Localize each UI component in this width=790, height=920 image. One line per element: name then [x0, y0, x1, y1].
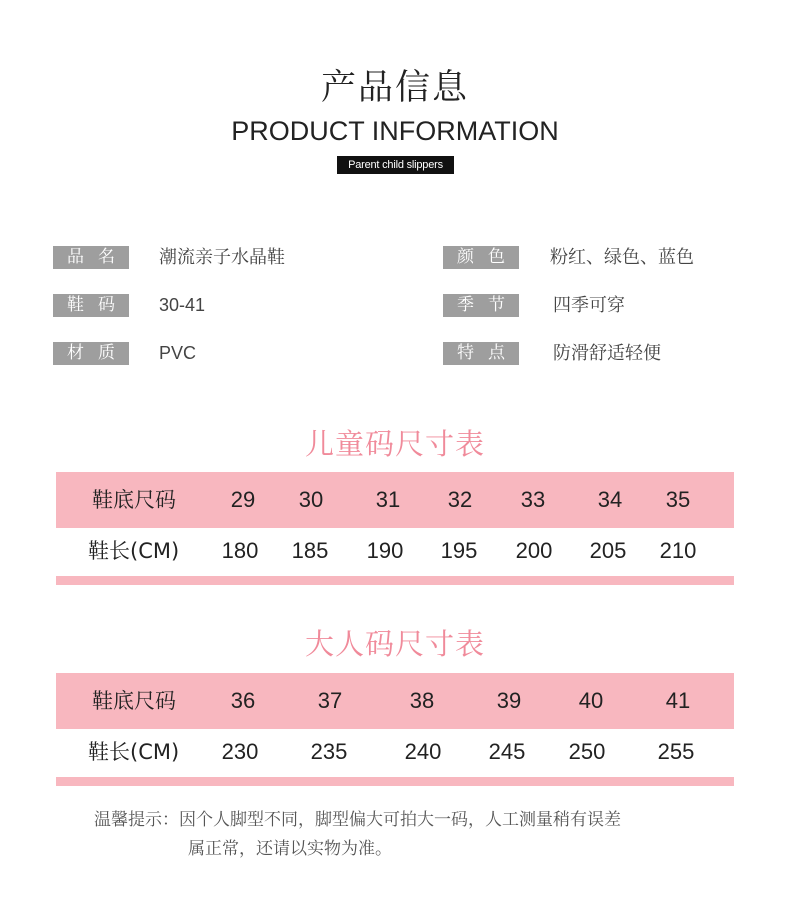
spec-label-feature: 特点: [443, 342, 519, 365]
note-line-1: 温馨提示：因个人脚型不同，脚型偏大可拍大一码，人工测量稍有误差: [94, 810, 621, 830]
kids-length-cell: 205: [589, 538, 627, 563]
note-line-2: 属正常，还请以实物为准。: [188, 839, 392, 859]
kids-table-bottom-bar: [56, 576, 734, 585]
product-tag: Parent child slippers: [337, 156, 454, 174]
spec-label-size: 鞋码: [53, 294, 129, 317]
adult-table-title: 大人码尺寸表: [304, 627, 485, 661]
kids-size-row-label: 鞋底尺码: [92, 488, 176, 512]
adult-length-cell: 250: [568, 739, 606, 764]
spec-label-material: 材质: [53, 342, 129, 365]
adult-size-cell: 41: [665, 688, 691, 713]
kids-length-cell: 190: [366, 538, 404, 563]
kids-size-cell: 35: [665, 487, 691, 512]
spec-label-name: 品名: [53, 246, 129, 269]
kids-size-cell: 30: [298, 487, 324, 512]
kids-size-cell: 34: [597, 487, 623, 512]
adult-length-cell: 235: [310, 739, 348, 764]
adult-size-row-label: 鞋底尺码: [92, 689, 176, 713]
spec-value-size: 30-41: [159, 295, 206, 315]
kids-length-cell: 200: [515, 538, 553, 563]
kids-size-cell: 32: [447, 487, 473, 512]
spec-label-color: 颜色: [443, 246, 519, 269]
kids-size-cell: 31: [375, 487, 401, 512]
spec-value-color: 粉红、绿色、蓝色: [550, 247, 694, 268]
adult-size-cell: 37: [317, 688, 343, 713]
kids-length-cell: 210: [659, 538, 697, 563]
adult-length-cell: 240: [404, 739, 442, 764]
spec-value-season: 四季可穿: [553, 295, 625, 316]
adult-size-cell: 40: [578, 688, 604, 713]
spec-value-feature: 防滑舒适轻便: [553, 343, 661, 364]
adult-length-cell: 245: [488, 739, 526, 764]
kids-size-cell: 29: [230, 487, 256, 512]
kids-length-row-label: 鞋长(CM): [88, 539, 180, 563]
kids-length-cell: 180: [221, 538, 259, 563]
adult-length-row-label: 鞋长(CM): [88, 740, 180, 764]
kids-size-cell: 33: [520, 487, 546, 512]
adult-length-cell: 230: [221, 739, 259, 764]
spec-label-season: 季节: [443, 294, 519, 317]
adult-length-cell: 255: [657, 739, 695, 764]
kids-length-cell: 185: [291, 538, 329, 563]
kids-table-title: 儿童码尺寸表: [304, 427, 485, 461]
spec-value-material: PVC: [159, 343, 197, 363]
adult-size-cell: 36: [230, 688, 256, 713]
page-title: 产品信息: [320, 68, 469, 108]
adult-size-cell: 39: [496, 688, 522, 713]
kids-length-cell: 195: [440, 538, 478, 563]
spec-value-name: 潮流亲子水晶鞋: [159, 247, 285, 268]
adult-size-cell: 38: [409, 688, 435, 713]
page-title-en: PRODUCT INFORMATION: [231, 116, 559, 146]
adult-table-bottom-bar: [56, 777, 734, 786]
